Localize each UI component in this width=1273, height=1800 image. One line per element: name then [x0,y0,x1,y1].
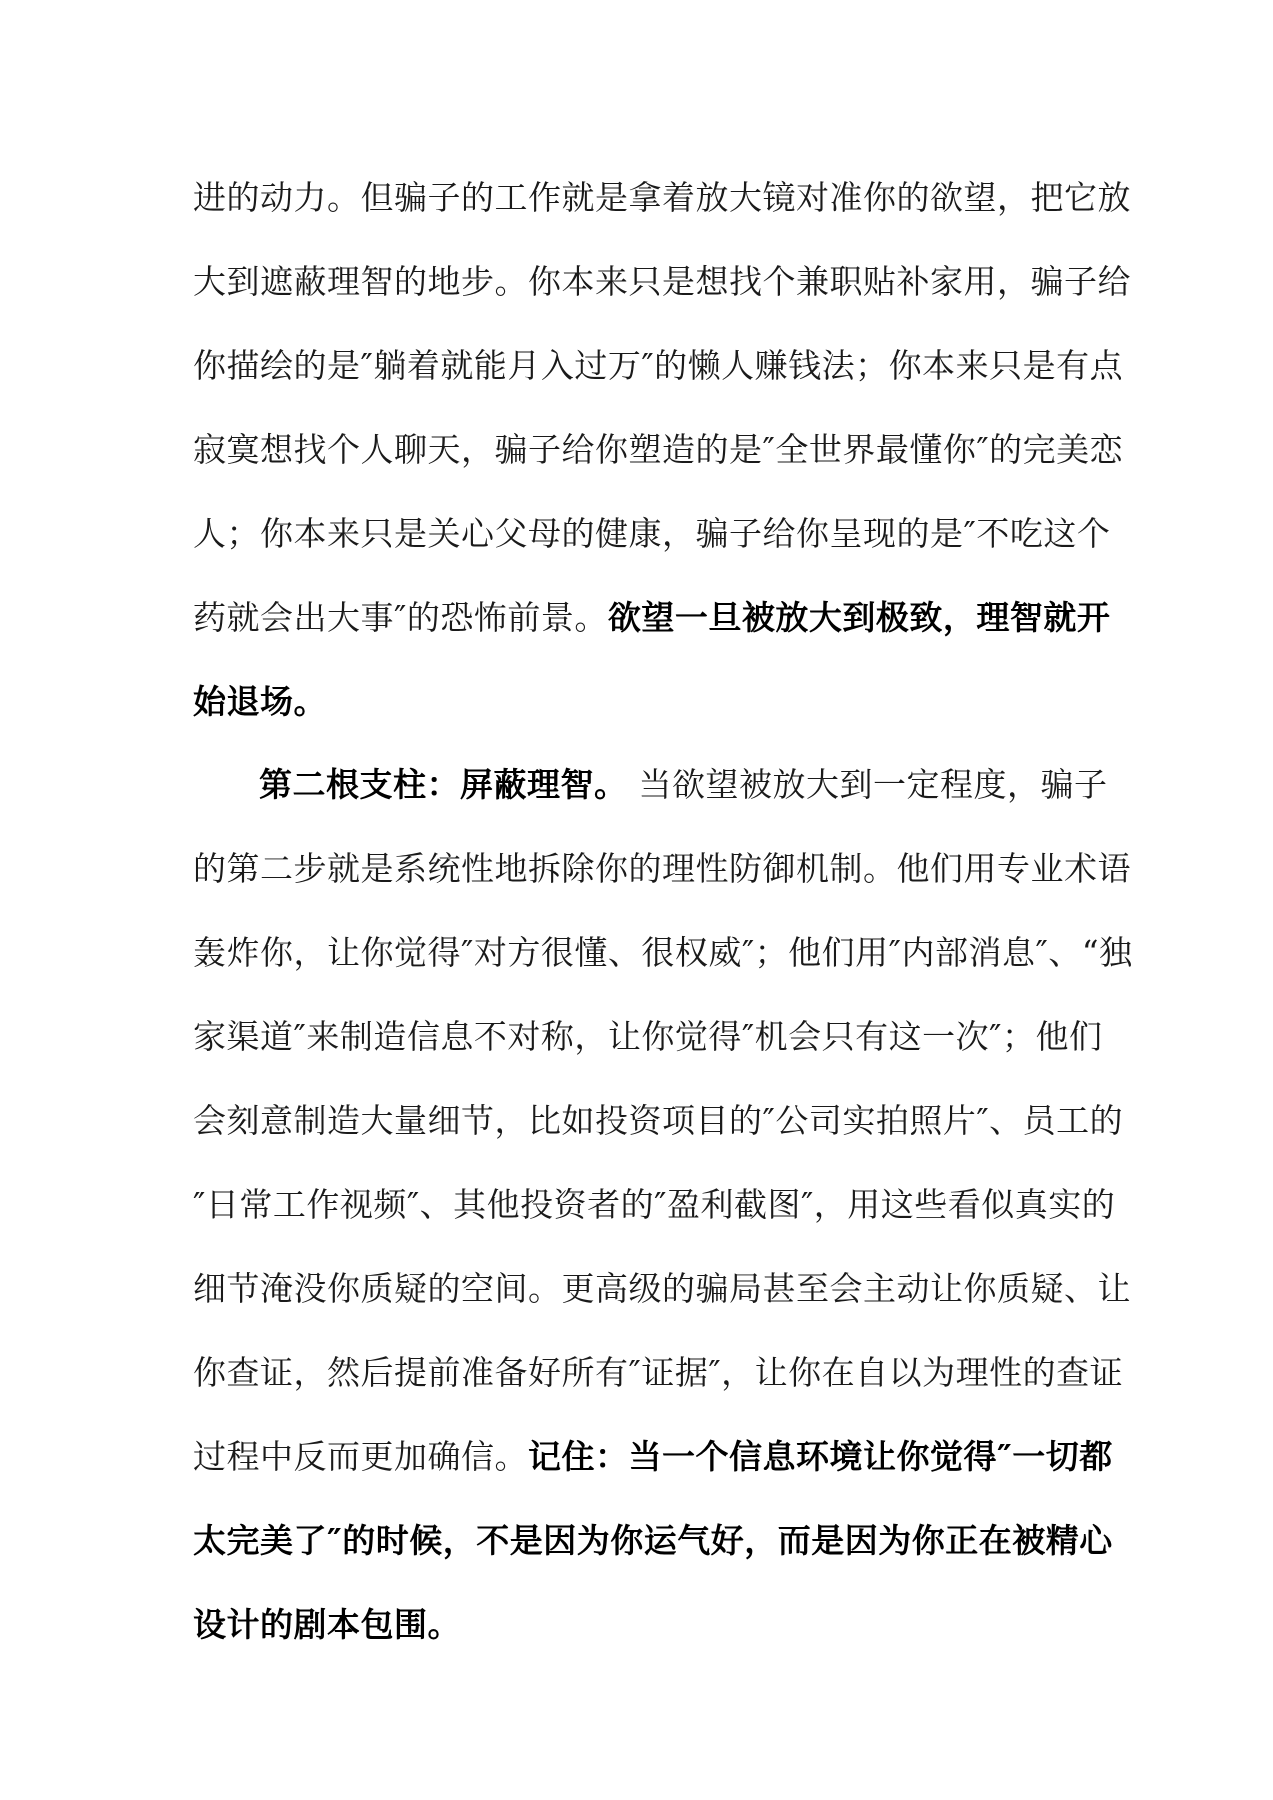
text-line [193,156,1131,240]
text-run: 家渠道″来制造信息不对称，让你觉得″机会只有这一次″；他们 [193,1017,1103,1056]
text-line [193,1583,1083,1667]
paragraph-desire-amplification [193,156,1131,744]
text-run: 你查证，然后提前准备好所有″证据″，让你在自以为理性的查证 [193,1353,1124,1392]
text-line [193,660,1083,744]
text-run: 进的动力。但骗子的工作就是拿着放大镜对准你的欲望，把它放 [193,178,1131,217]
text-line [193,1415,1113,1499]
text-run: ″日常工作视频″、其他投资者的″盈利截图″，用这些看似真实的 [193,1185,1116,1224]
text-run: 寂寞想找个人聊天，骗子给你塑造的是″全世界最懂你″的完美恋 [193,430,1124,469]
text-line [193,240,1131,324]
emphasis-text: 设计的剧本包围。 [193,1605,461,1644]
text-run: 大到遮蔽理智的地步。你本来只是想找个兼职贴补家用，骗子给 [193,262,1131,301]
text-run: 轰炸你，让你觉得″对方很懂、很权威″；他们用″内部消息″、“独 [193,933,1133,972]
emphasis-text: 欲望一旦被放大到极致，理智就开 [607,598,1111,637]
text-run: 你描绘的是″躺着就能月入过万″的懒人赚钱法；你本来只是有点 [193,346,1124,385]
text-line [193,1499,1113,1583]
text-run: 药就会出大事″的恐怖前景。 [193,598,608,637]
text-line [193,827,1131,911]
text-run: 人；你本来只是关心父母的健康，骗子给你呈现的是″不吃这个 [193,514,1111,553]
text-line [193,408,1124,492]
text-line [193,911,1133,995]
text-line [193,1079,1124,1163]
text-line [193,1331,1124,1415]
emphasis-text: 始退场。 [193,682,327,721]
text-line [193,1247,1131,1331]
text-line [193,576,1111,660]
text-line [193,324,1124,408]
text-line [193,492,1111,576]
text-line [193,743,1108,827]
paragraph-second-pillar [193,743,1133,1667]
text-run: 会刻意制造大量细节，比如投资项目的″公司实拍照片″、员工的 [193,1101,1124,1140]
text-run: 细节淹没你质疑的空间。更高级的骗局甚至会主动让你质疑、让 [193,1269,1131,1308]
text-run: 当欲望被放大到一定程度，骗子 [627,765,1108,804]
text-run: 过程中反而更加确信。 [193,1437,528,1476]
emphasis-text: 太完美了″的时候，不是因为你运气好，而是因为你正在被精心 [193,1521,1113,1560]
text-line [193,1163,1116,1247]
section-heading: 第二根支柱：屏蔽理智。 [259,765,628,804]
text-run: 的第二步就是系统性地拆除你的理性防御机制。他们用专业术语 [193,849,1131,888]
text-line [193,995,1103,1079]
emphasis-text: 记住：当一个信息环境让你觉得″一切都 [528,1437,1113,1476]
